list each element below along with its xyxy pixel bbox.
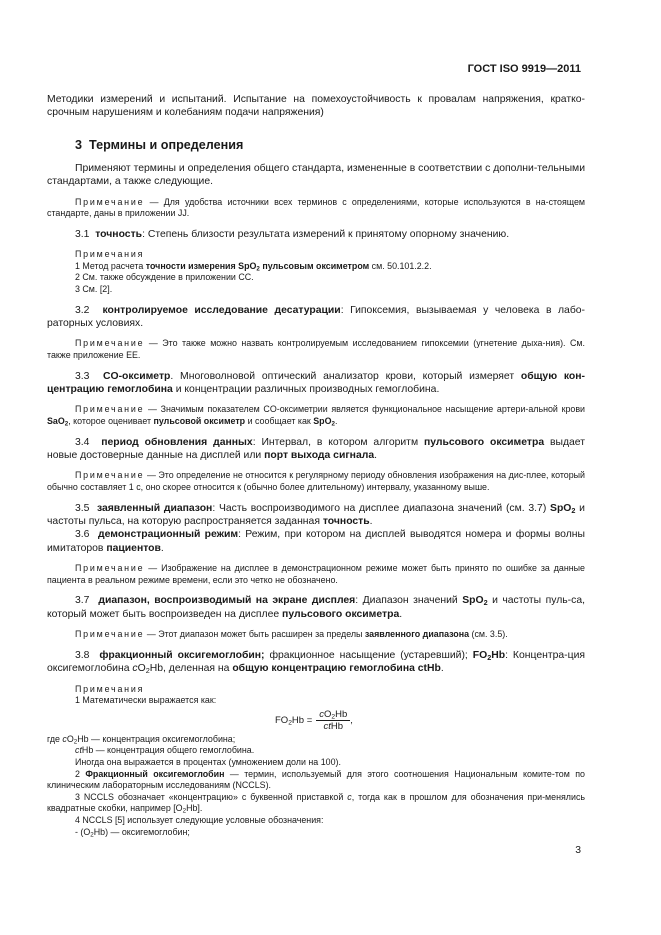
page-content [47,93,585,838]
notes-3-1 [47,249,585,295]
notes-3-8 [47,684,585,839]
note-3-1-1: 1 Метод расчета точности измерения SpO$_2$ пульсовым оксиметром см. 50.101.2.2. [75,260,432,273]
note-3-8-3: 3 NCCLS обозначает «концентрацию» с буквенной приставкой c, тогда как в прошлом для обозначения при-менялись квадратные скобки, например $[O_2Hb]$. [47,791,586,815]
term-3-7: 3.7 диапазон, воспроизводимый на экране дисплея: Диапазон значений SpO$_2$ и частоты пуль-са, который может быть воспроизведен на дисплее пульсового оксиметра. [47,595,585,620]
note-3-8-1: 1 Математически выражается как: [75,695,217,706]
page-number: 3 [575,845,581,856]
standard-header: ГОСТ ISO 9919—2011 [467,63,581,75]
note-jj: Примечание — Для удобства источники всех терминов с определениями, которые используются в на-стоящем стандарте, даны в приложении JJ. [47,196,585,219]
term-3-5: 3.5 заявленный диапазон: Часть воспроизводимого на дисплее диапазона значений (см. 3.7) SpO$_2$ и частоты пульса, на которую распространяется заданная точность. [47,502,585,527]
section-title: 3 Термины и определения [75,137,244,152]
term-3-4: 3.4 период обновления данных: Интервал, в котором алгоритм пульсового оксиметра выдает новые достоверные данные на дисплей или порт выхода сигнала. [47,436,585,461]
where-line-2: ctHb — концентрация общего гемоглобина. [75,745,255,756]
note-3-2: Примечание — Это также можно назвать контролируемым исследованием гипоксемии (угнетение дыха-ния). См. также приложение EE. [47,338,586,360]
where-line-1: где $cO_2Hb$ — концентрация оксигемоглобина; [47,733,236,746]
note-3-8-2: 2 Фракционный оксигемоглобин — термин, используемый для этого соотношения Национальным комите-том по клиническим лабораторным исследованиям (NCCLS). [47,768,585,791]
intro-text: Методики измерений и испытаний. Испытание на помехоустойчивость к провалам напряжения, кратко-срочным нарушениям и колебаниям подачи напряжения) [47,94,585,119]
note-3-4: Примечание — Это определение не относится к регулярному периоду обновления изображения на дис-плее, который обычно составляет 1 с, оно скорее относится к (обычно более длительному) интервалу, указанному выше. [47,470,586,492]
formula-fraction: $\frac{cO_2Hb}{\text{ctHb}}$ [316,709,350,732]
note-3-1-3: 3 См. [2]. [75,284,113,294]
note-3-6: Примечание — Изображение на дисплее в демонстрационном режиме может быть принято по ошибке за данные пациента в реальном режиме времени, если это четко не обозначено. [47,563,585,585]
formula-fo2hb: $FO_2Hb$ = $\frac{cO_2Hb}{\text{ctHb}}$ , [275,708,353,732]
term-3-3: 3.3 CO-оксиметр. Многоволновой оптический анализатор крови, который измеряет общую кон-центрацию гемоглобина и концентрации различных производных гемоглобина. [47,370,585,395]
term-3-1: 3.1 точность: Степень близости результата измерений к принятому опорному значению. [75,228,510,240]
note-3-8-4: 4 NCCLS [5] использует следующие условные обозначения: [75,814,324,825]
term-3-6: 3.6 демонстрационный режим: Режим, при котором на дисплей выводятся номера и формы волны имитаторов пациентов. [47,529,585,554]
notes-heading: Примечания [75,249,145,260]
note-3-3: Примечание — Значимым показателем CO-оксиметрии является функциональное насыщение артери-альной крови SaO$_2$, которое оценивает пульсовой оксиметр и сообщает как SpO$_2$. [47,404,585,428]
notes-heading: Примечания [75,683,145,694]
note-3-7: Примечание — Этот диапазон может быть расширен за пределы заявленного диапазона (см. 3.5). [75,629,508,640]
note-3-1-2: 2 См. также обсуждение в приложении CC. [75,272,254,283]
percent-line: Иногда она выражается в процентах (умножением доли на 100). [75,757,341,767]
term-3-8: 3.8 фракционный оксигемоглобин; фракционное насыщение (устаревший); $FO_2Hb$: Концентра-ция оксигемоглобина $cO_2Hb$, деленная на общую концентрацию гемоглобина ctHb. [47,649,586,676]
apply-paragraph: Применяют термины и определения общего стандарта, измененные в соответствии с дополни-тельными стандартами, а также следующие. [47,162,585,188]
term-3-2: 3.2 контролируемое исследование десатурации: Гипоксемия, вызываемая у человека в лабо-раторных условиях. [47,304,586,329]
note-3-8-4-item: - $(O_2Hb)$ — оксигемоглобин; [75,826,190,839]
